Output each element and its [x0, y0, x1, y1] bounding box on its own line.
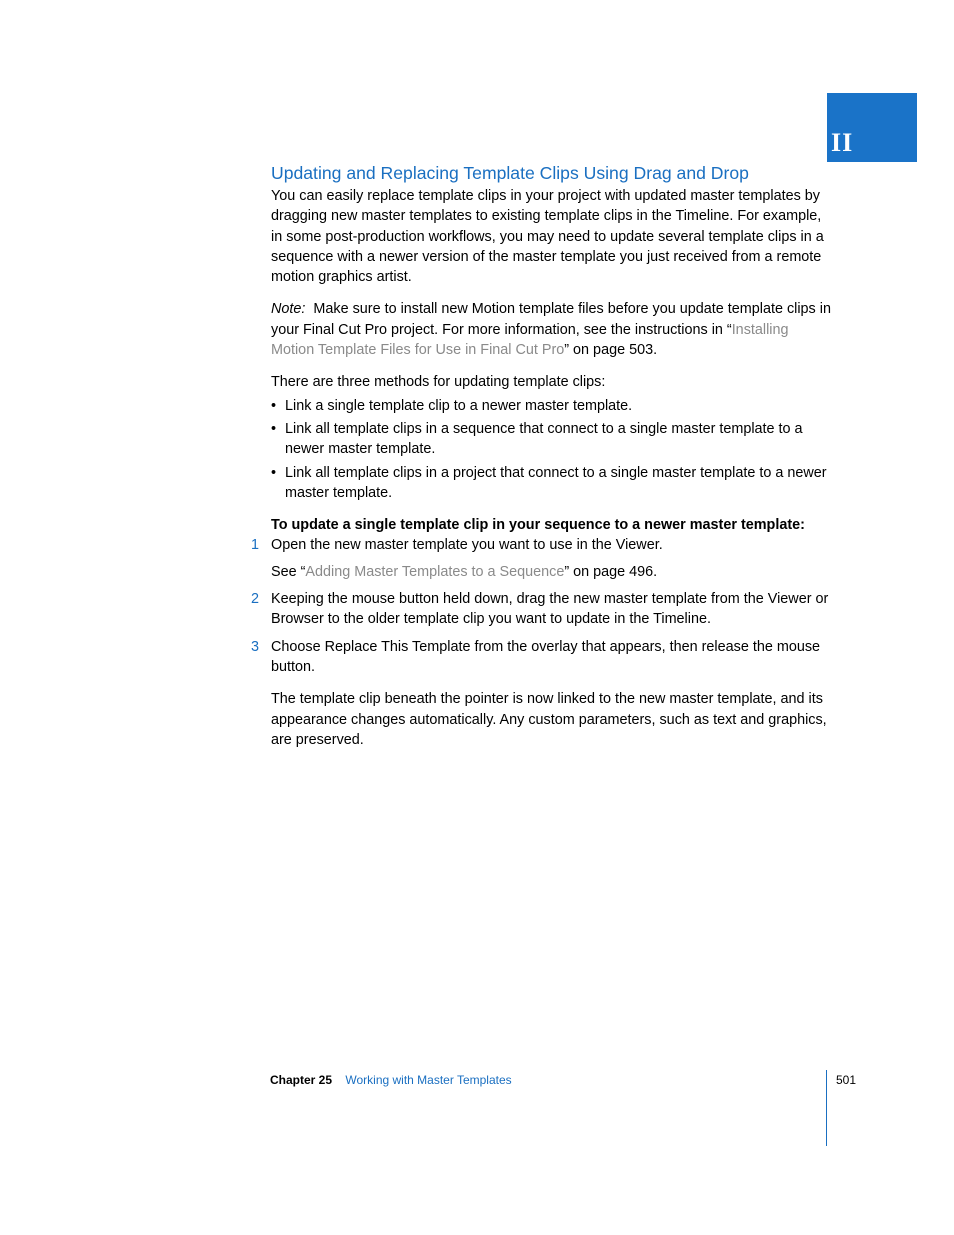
page-number: 501	[836, 1073, 857, 1087]
chapter-label: Chapter 25	[270, 1073, 333, 1087]
methods-intro: There are three methods for updating template clips:	[271, 374, 606, 391]
see-text-before: See “	[271, 563, 306, 580]
footer-chapter	[270, 1072, 512, 1088]
part-tab-label: II	[831, 128, 854, 157]
step-1	[251, 535, 831, 582]
note-label: Note:	[271, 301, 306, 318]
method-item: • Link all template clips in a sequence that connect to a single master template to a newer master template.	[271, 419, 831, 460]
chapter-title-link[interactable]: Working with Master Templates	[345, 1073, 512, 1087]
step-text: Open the new master template you want to use in the Viewer.	[271, 537, 663, 554]
step-3	[251, 637, 831, 678]
installing-templates-link[interactable]: Installing Motion Template Files for Use in Final Cut Pro	[271, 321, 789, 359]
note-paragraph	[271, 299, 831, 360]
footer-divider	[826, 1070, 827, 1146]
step-text: Choose Replace This Template from the overlay that appears, then release the mouse button.	[271, 638, 821, 675]
step-text: Keeping the mouse button held down, drag the new master template from the Viewer or Browser to the older template clip you want to update in the Timeline.	[271, 591, 829, 628]
adding-templates-link[interactable]: Adding Master Templates to a Sequence	[305, 563, 565, 580]
note-text-before: Make sure to install new Motion template files before you update template clips in your Final Cut Pro project. For more information, see the instructions in “	[271, 301, 831, 338]
step-number: 3	[251, 638, 260, 655]
section-heading: Updating and Replacing Template Clips Using Drag and Drop	[271, 163, 749, 183]
note-text-after: ” on page 503.	[564, 342, 658, 359]
result-paragraph: The template clip beneath the pointer is now linked to the new master template, and its appearance changes automatically. Any custom parameters, such as text and graphics, are preserved.	[271, 691, 827, 748]
step-2	[251, 589, 831, 630]
page-content	[251, 161, 831, 750]
methods-list	[271, 396, 831, 503]
step-see-also	[271, 562, 831, 582]
method-item: • Link all template clips in a project that connect to a single master template to a newer master template.	[271, 463, 831, 504]
step-number: 2	[251, 591, 260, 608]
method-item: • Link a single template clip to a newer master template.	[271, 396, 831, 416]
procedure-title: To update a single template clip in your sequence to a newer master template:	[271, 517, 805, 534]
intro-paragraph: You can easily replace template clips in your project with updated master templates by dragging new master templates to existing template clips in the Timeline. For example, in some post-production workflows, you may need to update several template clips in a sequence with a newer version of the master template you just received from a remote motion graphics artist.	[271, 188, 824, 286]
part-tab	[827, 93, 917, 162]
step-number: 1	[251, 537, 260, 554]
see-text-after: ” on page 496.	[564, 563, 658, 580]
